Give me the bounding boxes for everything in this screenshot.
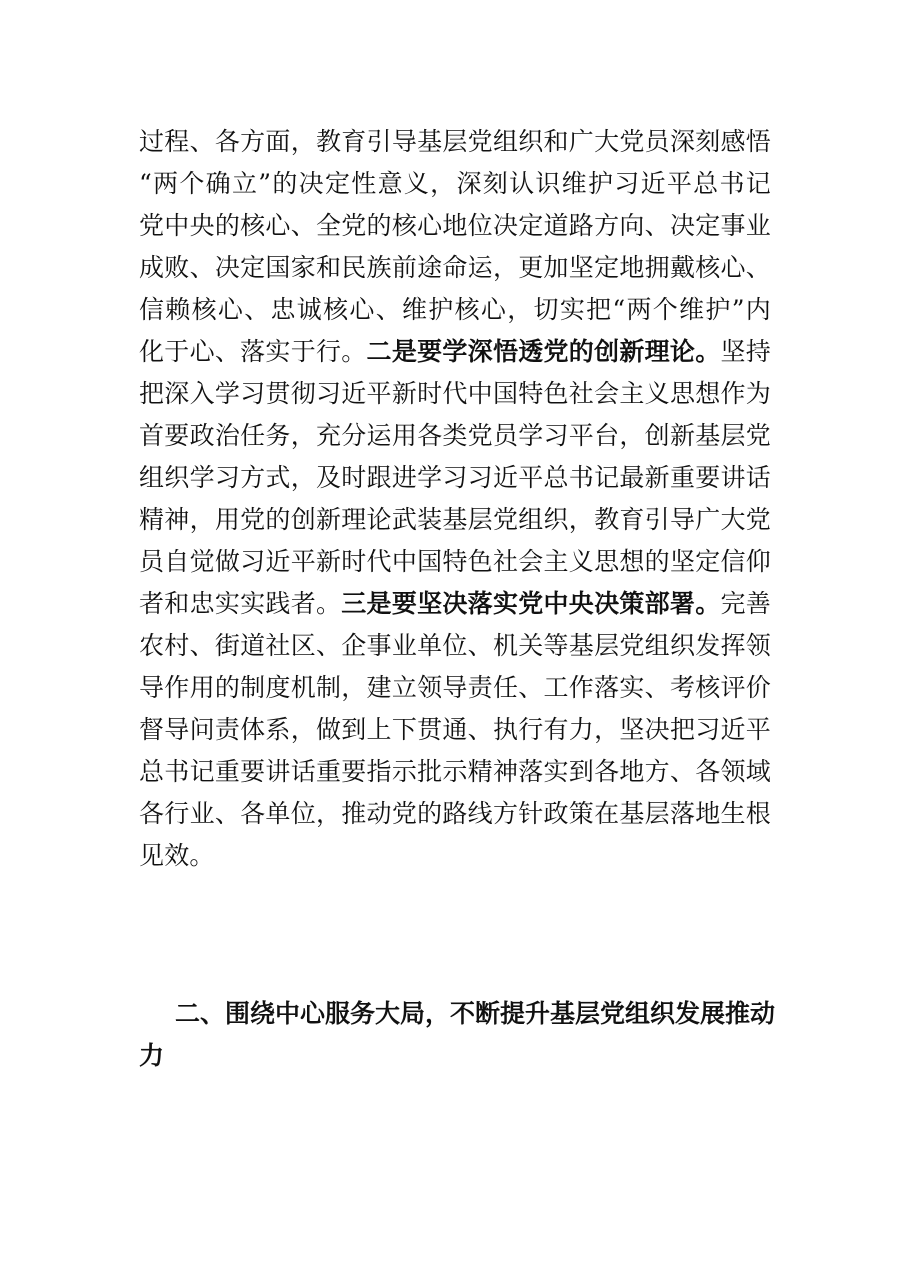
text-line: 督导问责体系，做到上下贯通、执行有力，坚决把习近平 (139, 715, 771, 744)
text-run: 化于心、落实于行。 (139, 337, 367, 366)
text-line: 见效。 (139, 841, 215, 870)
text-line: “两个确立”的决定性意义，深刻认识维护习近平总书记 (139, 169, 771, 198)
text-run: 坚持 (720, 337, 771, 366)
text-line: 过程、各方面，教育引导基层党组织和广大党员深刻感悟 (139, 127, 771, 156)
body-paragraph (139, 121, 771, 877)
text-line (139, 331, 771, 373)
text-line: 首要政治任务，充分运用各类党员学习平台，创新基层党 (139, 421, 771, 450)
text-line: 把深入学习贯彻习近平新时代中国特色社会主义思想作为 (139, 379, 771, 408)
text-line: 组织学习方式，及时跟进学习习近平总书记最新重要讲话 (139, 463, 771, 492)
heading-line: 力 (139, 1041, 165, 1070)
section-heading (139, 993, 776, 1077)
text-line: 党中央的核心、全党的核心地位决定道路方向、决定事业 (139, 211, 771, 240)
text-line (139, 583, 771, 625)
text-line: 农村、街道社区、企事业单位、机关等基层党组织发挥领 (139, 631, 771, 660)
text-line: 各行业、各单位，推动党的路线方针政策在基层落地生根 (139, 799, 771, 828)
bold-key-point-3: 三是要坚决落实党中央决策部署。 (341, 589, 721, 618)
text-line: 成败、决定国家和民族前途命运，更加坚定地拥戴核心、 (139, 253, 771, 282)
text-line: 总书记重要讲话重要指示批示精神落实到各地方、各领域 (139, 757, 771, 786)
text-line: 信赖核心、忠诚核心、维护核心，切实把“两个维护”内 (139, 295, 771, 324)
text-line: 导作用的制度机制，建立领导责任、工作落实、考核评价 (139, 673, 771, 702)
heading-line: 二、围绕中心服务大局，不断提升基层党组织发展推动 (175, 999, 776, 1028)
text-line: 员自觉做习近平新时代中国特色社会主义思想的坚定信仰 (139, 547, 771, 576)
text-line: 精神，用党的创新理论武装基层党组织，教育引导广大党 (139, 505, 771, 534)
text-run: 者和忠实实践者。 (139, 589, 342, 618)
text-run: 完善 (720, 589, 771, 618)
bold-key-point-2: 二是要学深悟透党的创新理论。 (366, 337, 721, 366)
